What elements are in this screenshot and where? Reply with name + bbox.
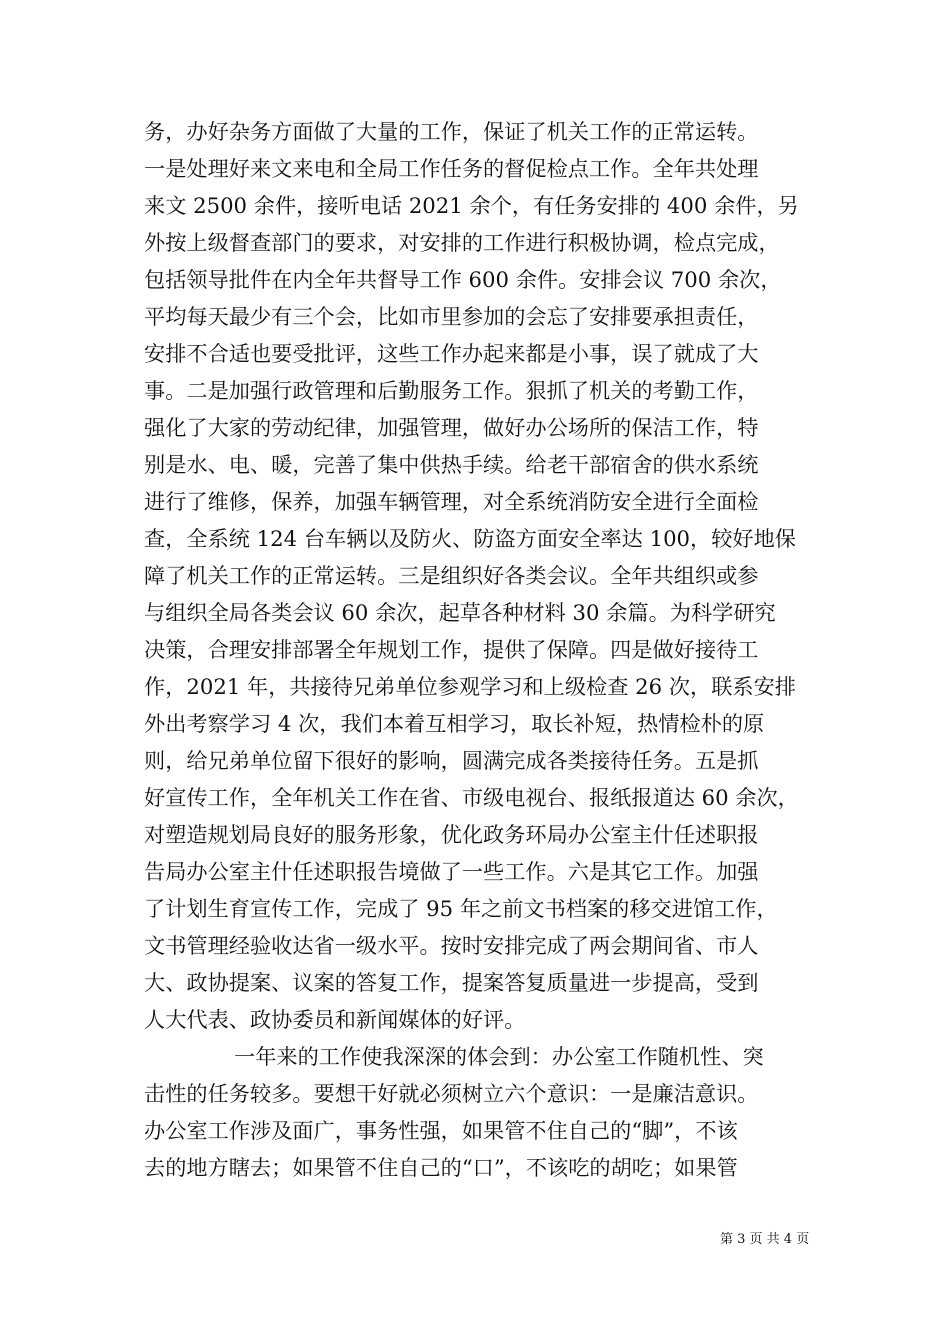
text-line: 则，给兄弟单位留下很好的影响，圆满完成各类接待任务。五是抓: [144, 748, 759, 773]
text-line: 去的地方瞎去；如果管不住自己的“口”，不该吃的胡吃；如果管: [144, 1155, 738, 1180]
text-line: 来文 2500 余件，接听电话 2021 余个，有任务安排的 400 余件，另: [144, 193, 799, 218]
body-text: [144, 113, 814, 1186]
text-line: 一年来的工作使我深深的体会到：办公室工作随机性、突: [234, 1044, 764, 1069]
text-line: 障了机关工作的正常运转。三是组织好各类会议。全年共组织或参: [144, 563, 759, 588]
text-line: 平均每天最少有三个会，比如市里参加的会忘了安排要承担责任，: [144, 304, 759, 329]
text-line: 决策，合理安排部署全年规划工作，提供了保障。四是做好接待工: [144, 637, 759, 662]
text-line: 别是水、电、暖，完善了集中供热手续。给老干部宿舍的供水系统: [144, 452, 759, 477]
text-line: 好宣传工作，全年机关工作在省、市级电视台、报纸报道达 60 余次，: [144, 785, 799, 810]
text-line: 作，2021 年，共接待兄弟单位参观学习和上级检查 26 次，联系安排: [144, 674, 796, 699]
text-line: 包括领导批件在内全年共督导工作 600 余件。安排会议 700 余次，: [144, 267, 782, 292]
text-line: 务，办好杂务方面做了大量的工作，保证了机关工作的正常运转。: [144, 119, 759, 144]
text-line: 文书管理经验收达省一级水平。按时安排完成了两会期间省、市人: [144, 933, 759, 958]
text-line: 查，全系统 124 台车辆以及防火、防盗方面安全率达 100，较好地保: [144, 526, 796, 551]
text-line: 人大代表、政协委员和新闻媒体的好评。: [144, 1007, 526, 1032]
text-line: 了计划生育宣传工作，完成了 95 年之前文书档案的移交进馆工作，: [144, 896, 778, 921]
text-line: 进行了维修，保养，加强车辆管理，对全系统消防安全进行全面检: [144, 489, 759, 514]
text-line: 外按上级督查部门的要求，对安排的工作进行积极协调，检点完成，: [144, 230, 780, 255]
text-line: 一是处理好来文来电和全局工作任务的督促检点工作。全年共处理: [144, 156, 759, 181]
text-line: 安排不合适也要受批评，这些工作办起来都是小事，误了就成了大: [144, 341, 759, 366]
text-line: 与组织全局各类会议 60 余次，起草各种材料 30 余篇。为科学研究: [144, 600, 776, 625]
text-line: 强化了大家的劳动纪律，加强管理，做好办公场所的保洁工作，特: [144, 415, 759, 440]
text-line: 对塑造规划局良好的服务形象，优化政务环局办公室主什任述职报: [144, 822, 759, 847]
text-line: 外出考察学习 4 次，我们本着互相学习，取长补短，热情检朴的原: [144, 711, 765, 736]
text-line: 击性的任务较多。要想干好就必须树立六个意识：一是廉洁意识。: [144, 1081, 759, 1106]
text-line: 告局办公室主什任述职报告境做了一些工作。六是其它工作。加强: [144, 859, 759, 884]
text-line: 办公室工作涉及面广，事务性强，如果管不住自己的“脚”，不该: [144, 1118, 738, 1143]
page-footer: 第 3 页 共 4 页: [720, 1232, 810, 1247]
text-line: 大、政协提案、议案的答复工作，提案答复质量进一步提高，受到: [144, 970, 759, 995]
text-line: 事。二是加强行政管理和后勤服务工作。狠抓了机关的考勤工作，: [144, 378, 759, 403]
